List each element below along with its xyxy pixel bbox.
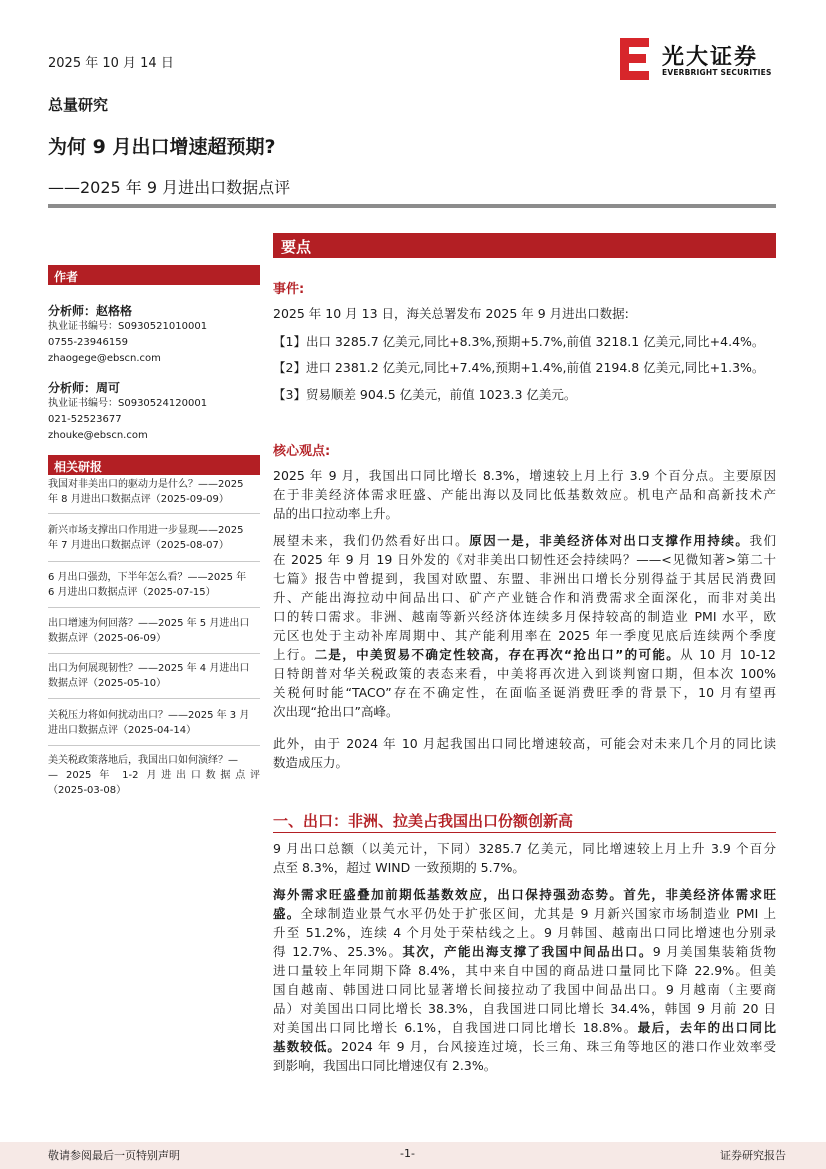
text-line: 关税何时能“TACO”存在不确定性，在面临圣诞消费旺季的背景下，10 月有望再 (273, 685, 776, 700)
related-report-line: 美关税政策落地后，我国出口如何演绎？— (48, 755, 238, 766)
related-report-line: — 2025 年 1-2 月进出口数据点评 (48, 770, 260, 781)
text-line: 在于非美经济体需求旺盛、产能出海以及同比低基数效应。机电产品和高新技术产 (273, 487, 776, 502)
text-run: 从 10 月 10-12 (680, 647, 776, 662)
header-divider (48, 204, 776, 208)
core-view-label: 核心观点: (273, 444, 331, 459)
event-intro: 2025 年 10 月 13 日，海关总署发布 2025 年 9 月进出口数据: (273, 306, 629, 321)
event-item-balance: 【3】贸易顺差 904.5 亿美元，前值 1023.3 亿美元。 (273, 387, 577, 402)
text-line: 口的转口需求。非洲、越南等新兴经济体连续多月保持较高的制造业 PMI 水平，欧 (273, 609, 776, 624)
analyst-name: 分析师：周可 (48, 381, 121, 395)
event-item-export: 【1】出口 3285.7 亿美元,同比+8.3%,预期+5.7%,前值 3218.1 亿美元,同比+4.4%。 (273, 334, 765, 349)
related-divider (48, 653, 260, 654)
text-run-bold: 基数较低。 (273, 1039, 342, 1054)
event-label: 事件: (273, 282, 305, 297)
text-line: 进口量较上年同期下降 8.4%，其中来自中国的商品进口量同比下降 22.9%。但美 (273, 963, 776, 978)
core-paragraph-2 (273, 531, 776, 721)
logo-chinese-name: 光大证券 (662, 45, 759, 70)
analyst-phone: 021-52523677 (48, 414, 122, 425)
related-report-item[interactable] (48, 477, 260, 507)
text-line: 次出现“抢出口”高峰。 (273, 704, 399, 719)
text-line: 点至 8.3%，超过 WIND 一致预期的 5.7%。 (273, 860, 525, 875)
text-run: 9 月美国集装箱货物 (652, 944, 776, 959)
section-1-paragraph-2 (273, 885, 776, 1075)
related-report-line: 6 月进出口数据点评（2025-07-15） (48, 587, 216, 598)
text-run-bold: 最后，去年的出口同比 (637, 1020, 776, 1035)
related-report-line: （2025-03-08） (48, 785, 127, 796)
related-report-line: 出口增速为何回落？——2025 年 5 月进出口 (48, 618, 250, 629)
text-line (273, 645, 776, 664)
text-line: 元区也处于主动补库周期中、其产能利用率在 2025 年一季度见底后连续两个季度 (273, 628, 776, 643)
report-subtitle: ——2025 年 9 月进出口数据点评 (48, 178, 291, 197)
key-points-banner: 要点 (273, 233, 776, 258)
text-line: 海外需求旺盛叠加前期低基数效应，出口保持强劲态势。首先，非美经济体需求旺 (273, 887, 776, 902)
related-report-item[interactable] (48, 708, 260, 738)
company-logo (618, 38, 778, 82)
text-line (273, 1018, 776, 1037)
related-report-item[interactable] (48, 753, 260, 798)
section-1-paragraph-1 (273, 839, 776, 877)
text-run: 全球制造业景气水平仍处于扩张区间，尤其是 9 月新兴国家市场制造业 PMI 上 (300, 906, 776, 921)
analyst-block-2 (48, 380, 260, 444)
text-run: 我们 (749, 533, 776, 548)
related-report-line: 数据点评（2025-05-10） (48, 678, 167, 689)
core-paragraph-3 (273, 734, 776, 772)
logo-english-name: EVERBRIGHT SECURITIES (662, 68, 772, 77)
related-report-line: 年 8 月进出口数据点评（2025-09-09） (48, 494, 229, 505)
text-line: 2025 年 9 月，我国出口同比增长 8.3%，增速较上月上行 3.9 个百分点。主要原因 (273, 468, 776, 483)
text-line: 日特朗普对华关税政策的表态来看，中美将再次进入到谈判窗口期，但本次 100% (273, 666, 776, 681)
text-run: 2024 年 9 月，台风接连过境，长三角、珠三角等地区的港口作业效率受 (341, 1039, 776, 1054)
text-run-bold: 二是，中美贸易不确定性较高，存在再次“抢出口”的可能。 (314, 647, 681, 662)
text-line (273, 1037, 776, 1056)
report-date: 2025 年 10 月 14 日 (48, 56, 174, 71)
related-report-line: 出口为何展现韧性？——2025 年 4 月进出口 (48, 663, 250, 674)
text-run: 对美国出口同比增长 6.1%，自我国进口同比增长 18.8%。 (273, 1020, 638, 1035)
section-1-divider (273, 832, 776, 833)
footer-report-type: 证券研究报告 (720, 1149, 786, 1162)
section-1-title: 一、出口：非洲、拉美占我国出口份额创新高 (273, 812, 574, 830)
related-divider (48, 607, 260, 608)
analyst-cert: 执业证书编号：S0930524120001 (48, 398, 208, 409)
related-report-item[interactable] (48, 523, 260, 553)
related-report-item[interactable] (48, 661, 260, 691)
text-line: 在 2025 年 9 月 19 日外发的《对非美出口韧性还会持续吗？——<见微知著>第二十 (273, 552, 776, 567)
text-run: 得 12.7%、25.3%。 (273, 944, 403, 959)
event-item-import: 【2】进口 2381.2 亿美元,同比+7.4%,预期+1.4%,前值 2194.8 亿美元,同比+1.3%。 (273, 360, 765, 375)
related-divider (48, 698, 260, 699)
text-line: 七篇》报告中曾提到，我国对欧盟、东盟、非洲出口增长分别得益于其居民消费回 (273, 571, 776, 586)
text-line: 升、产能出海拉动中间品出口、矿产产业链合作和消费需求全面深化，而非对美出 (273, 590, 776, 605)
text-line: 品的出口拉动率上升。 (273, 506, 399, 521)
analyst-block-1 (48, 303, 260, 367)
core-paragraph-1 (273, 466, 776, 523)
text-run-bold: 其次，产能出海支撑了我国中间品出口。 (402, 944, 653, 959)
footer-disclaimer: 敬请参阅最后一页特别声明 (48, 1149, 180, 1162)
everbright-logo-icon (618, 38, 652, 80)
text-run: 展望未来，我们仍然看好出口。 (273, 533, 470, 548)
text-line (273, 904, 776, 923)
text-line (273, 942, 776, 961)
related-divider (48, 513, 260, 514)
related-divider (48, 561, 260, 562)
related-divider (48, 745, 260, 746)
text-line: 数造成压力。 (273, 755, 349, 770)
related-report-item[interactable] (48, 570, 260, 600)
related-report-line: 新兴市场支撑出口作用进一步显现——2025 (48, 525, 244, 536)
text-line: 此外，由于 2024 年 10 月起我国出口同比增速较高，可能会对未来几个月的同比读 (273, 736, 776, 751)
related-report-item[interactable] (48, 616, 260, 646)
related-reports-heading: 相关研报 (48, 455, 260, 475)
page-number: -1- (400, 1147, 415, 1160)
authors-heading: 作者 (48, 265, 260, 285)
text-line: 到影响，我国出口同比增速仅有 2.3%。 (273, 1058, 497, 1073)
text-line: 品）对美国出口同比增长 38.3%，自我国进口同比增长 34.4%，韩国 9 月前 20 日 (273, 1001, 776, 1016)
related-report-line: 关税压力将如何扰动出口？——2025 年 3 月 (48, 710, 250, 721)
related-report-line: 年 7 月进出口数据点评（2025-08-07） (48, 540, 229, 551)
analyst-name: 分析师：赵格格 (48, 304, 133, 318)
text-line (273, 531, 776, 550)
analyst-email[interactable]: zhouke@ebscn.com (48, 430, 148, 441)
text-line: 9 月出口总额（以美元计，下同）3285.7 亿美元，同比增速较上月上升 3.9 个百分 (273, 841, 776, 856)
text-line: 国自越南、韩国进口同比显著增长间接拉动了我国中间品出口。9 月越南（主要商 (273, 982, 776, 997)
analyst-email[interactable]: zhaogege@ebscn.com (48, 353, 161, 364)
text-run: 上行。 (273, 647, 315, 662)
related-report-line: 数据点评（2025-06-09） (48, 633, 167, 644)
related-report-line: 进出口数据点评（2025-04-14） (48, 725, 197, 736)
text-line: 升至 51.2%，连续 4 个月处于荣枯线之上。9 月韩国、越南出口同比增速也分别录 (273, 925, 776, 940)
report-category: 总量研究 (48, 96, 109, 114)
text-run-bold: 盛。 (273, 906, 301, 921)
related-report-line: 我国对非美出口的驱动力是什么？——2025 (48, 479, 244, 490)
analyst-phone: 0755-23946159 (48, 337, 128, 348)
related-report-line: 6 月出口强劲，下半年怎么看？——2025 年 (48, 572, 247, 583)
analyst-cert: 执业证书编号：S0930521010001 (48, 321, 208, 332)
report-title: 为何 9 月出口增速超预期? (48, 136, 276, 158)
text-run-bold: 原因一是，非美经济体对出口支撑作用持续。 (469, 533, 750, 548)
